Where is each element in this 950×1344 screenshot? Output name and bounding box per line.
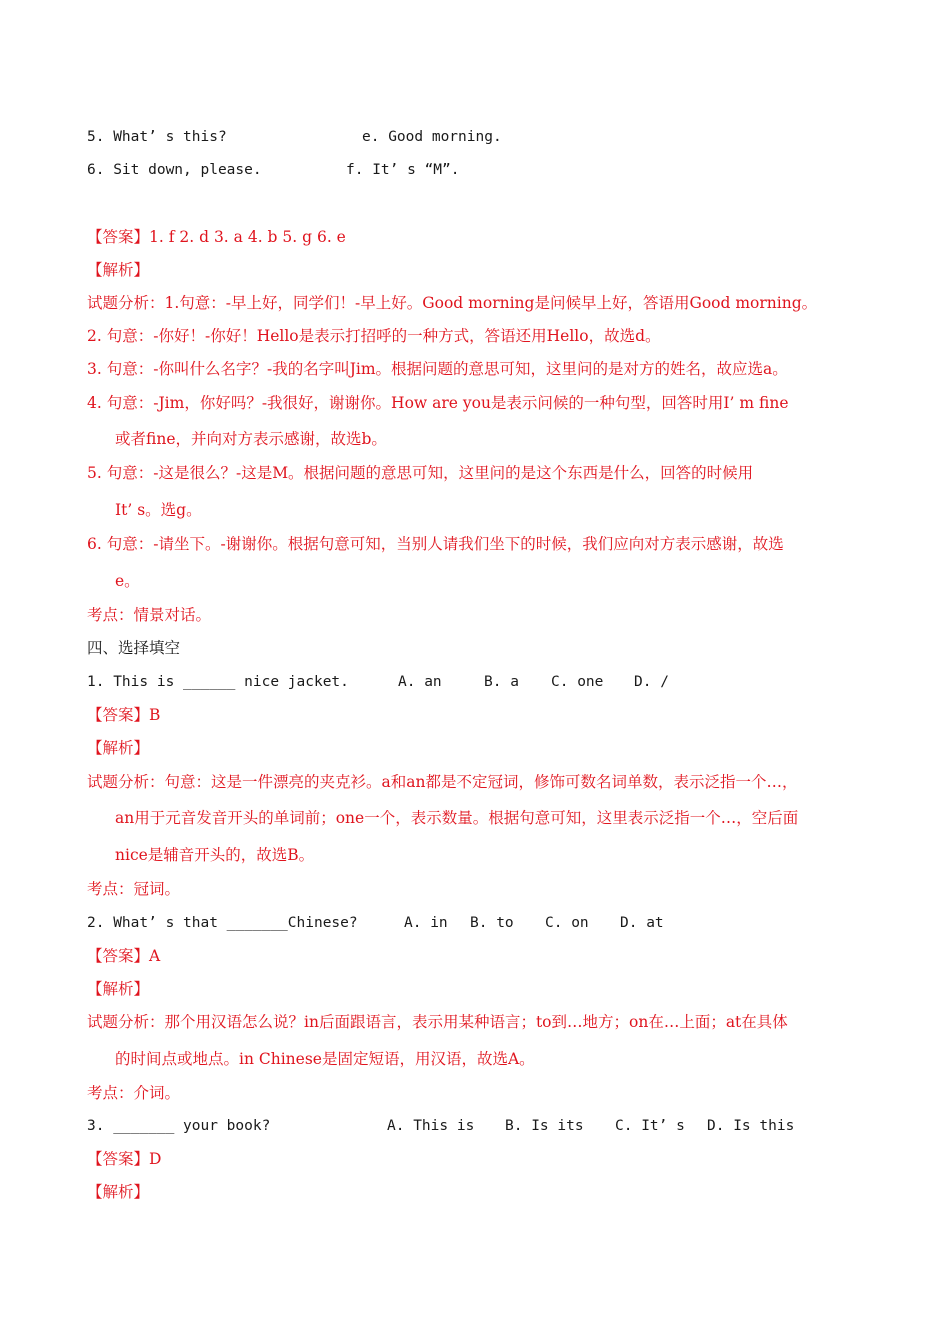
question-3-option-c: C. It’ s <box>615 1118 685 1134</box>
question-2-analysis-line: 的时间点或地点。in Chinese是固定短语，用汉语，故选A。 <box>115 1050 535 1068</box>
question-2-option-c: C. on <box>545 915 589 931</box>
question-2-analysis-label: 【解析】 <box>87 980 150 998</box>
question-2-analysis-line: 试题分析：那个用汉语怎么说？in后面跟语言，表示用某种语言；to到…地方；on在…上面；at在具体 <box>87 1013 788 1031</box>
question-3-option-d: D. Is this <box>707 1118 795 1134</box>
question-1-stem: 1. This is ______ nice jacket. <box>87 674 349 690</box>
question-2-answer: 【答案】A <box>87 947 161 965</box>
question-1-option-a: A. an <box>398 674 442 690</box>
part3-analysis-line: 或者fine，并向对方表示感谢，故选b。 <box>115 430 387 448</box>
question-3-option-a: A. This is <box>387 1118 475 1134</box>
part3-kaodian: 考点：情景对话。 <box>87 606 212 624</box>
part3-analysis-line: 试题分析：1.句意：-早上好，同学们！-早上好。Good morning是问候早上好，答语用Good morning。 <box>87 294 818 312</box>
part3-analysis-line: e。 <box>115 572 140 590</box>
question-1-option-b: B. a <box>484 674 519 690</box>
question-1-option-c: C. one <box>551 674 604 690</box>
question-1-kaodian: 考点：冠词。 <box>87 880 181 898</box>
part3-analysis-line: 3. 句意：-你叫什么名字？-我的名字叫Jim。根据问题的意思可知，这里问的是对方的姓名，故应选a。 <box>87 360 788 378</box>
question-1-answer: 【答案】B <box>87 706 161 724</box>
matching-option-e: e. Good morning. <box>362 129 502 145</box>
question-3-analysis-label: 【解析】 <box>87 1183 150 1201</box>
question-3-option-b: B. Is its <box>505 1118 584 1134</box>
part3-analysis-line: It’ s。选g。 <box>115 501 202 519</box>
matching-q6: 6. Sit down, please. <box>87 162 262 178</box>
question-1-analysis-line: 试题分析：句意：这是一件漂亮的夹克衫。a和an都是不定冠词，修饰可数名词单数，表示泛指一个…， <box>87 773 798 791</box>
question-1-analysis-label: 【解析】 <box>87 739 150 757</box>
question-3-answer: 【答案】D <box>87 1150 162 1168</box>
part3-analysis-label: 【解析】 <box>87 261 150 279</box>
part3-analysis-line: 2. 句意：-你好！-你好！Hello是表示打招呼的一种方式，答语还用Hello，故选d。 <box>87 327 661 345</box>
question-2-stem: 2. What’ s that _______Chinese? <box>87 915 358 931</box>
question-2-option-a: A. in <box>404 915 448 931</box>
question-2-option-b: B. to <box>470 915 514 931</box>
part3-analysis-line: 4. 句意：-Jim，你好吗？-我很好，谢谢你。How are you是表示问候的一种句型，回答时用I’ m fine <box>87 394 789 412</box>
part3-answer: 【答案】1. f 2. d 3. a 4. b 5. g 6. e <box>87 228 346 246</box>
part4-heading: 四、选择填空 <box>87 639 181 657</box>
question-1-analysis-line: an用于元音发音开头的单词前；one一个，表示数量。根据句意可知，这里表示泛指一个…，空后面 <box>115 809 799 827</box>
question-1-analysis-line: nice是辅音开头的，故选B。 <box>115 846 315 864</box>
matching-option-f: f. It’ s “M”. <box>346 162 460 178</box>
question-2-kaodian: 考点：介词。 <box>87 1084 181 1102</box>
matching-q5: 5. What’ s this? <box>87 129 227 145</box>
question-3-stem: 3. _______ your book? <box>87 1118 271 1134</box>
part3-analysis-line: 6. 句意：-请坐下。-谢谢你。根据句意可知，当别人请我们坐下的时候，我们应向对方表示感谢，故选 <box>87 535 784 553</box>
part3-analysis-line: 5. 句意：-这是很么？-这是M。根据问题的意思可知，这里问的是这个东西是什么，回答的时候用 <box>87 464 754 482</box>
question-1-option-d: D. / <box>634 674 669 690</box>
question-2-option-d: D. at <box>620 915 664 931</box>
